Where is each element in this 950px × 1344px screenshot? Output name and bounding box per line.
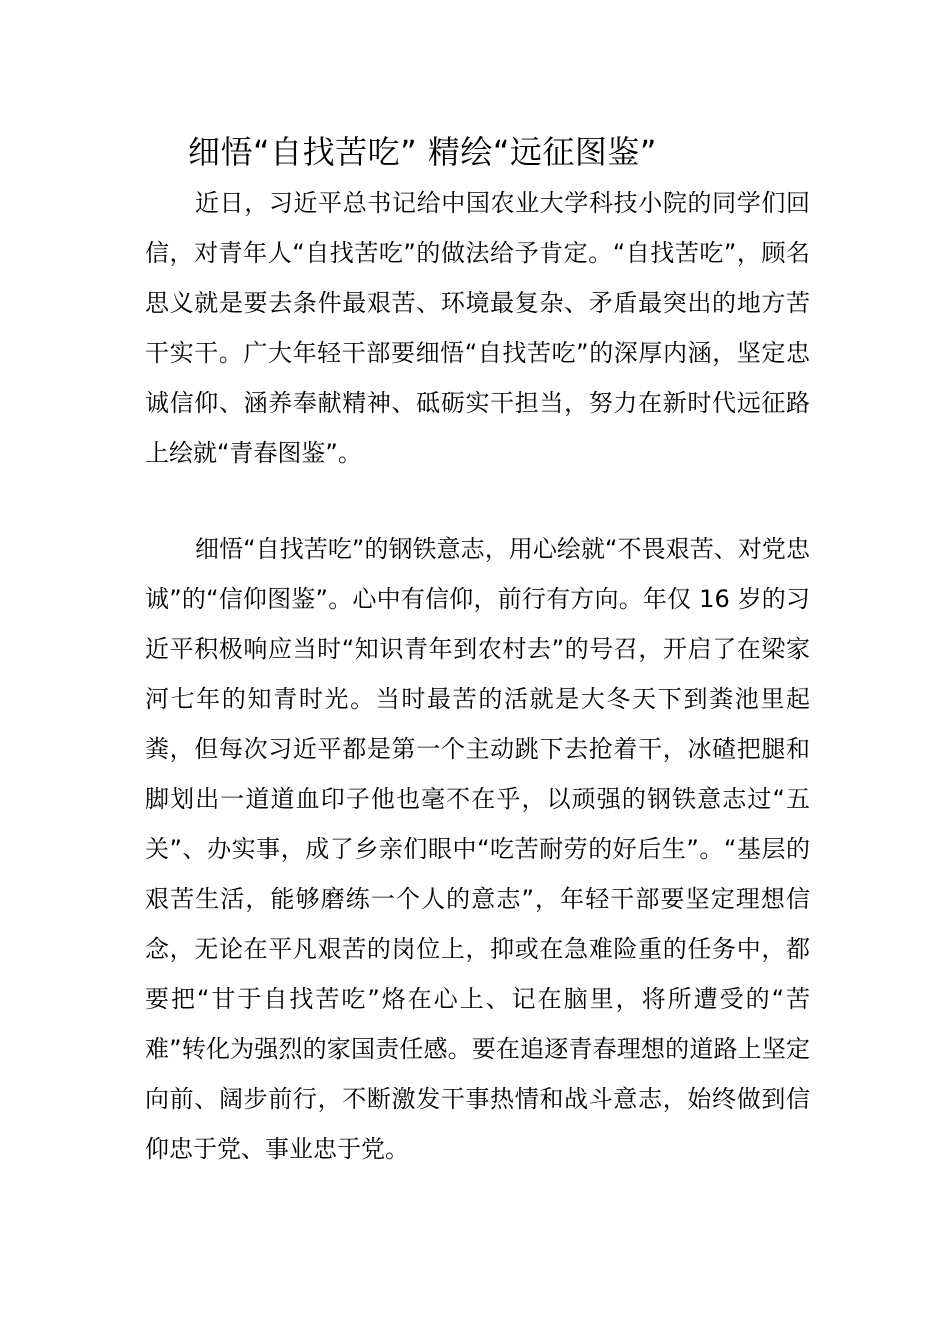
document-title: 细悟“自找苦吃” 精绘“远征图鉴” bbox=[188, 133, 657, 171]
paragraph-willpower: 细悟“自找苦吃”的钢铁意志，用心绘就“不畏艰苦、对党忠诚”的“信仰图鉴”。心中有信仰，前行有方向。年仅 16 岁的习近平积极响应当时“知识青年到农村去”的号召，开启了在梁家河七年的知青时光。当时最苦的活就是大冬天下到粪池里起粪，但每次习近平都是第一个主动跳下去抢着干，冰碴把腿和脚划出一道道血印子他也毫不在乎，以顽强的钢铁意志过“五关”、办实事，成了乡亲们眼中“吃苦耐劳的好后生”。“基层的艰苦生活，能够磨练一个人的意志”，年轻干部要坚定理想信念，无论在平凡艰苦的岗位上，抑或在急难险重的任务中，都要把“甘于自找苦吃”烙在心上、记在脑里，将所遭受的“苦难”转化为强烈的家国责任感。要在追逐青春理想的道路上坚定向前、阔步前行，不断激发干事热情和战斗意志，始终做到信仰忠于党、事业忠于党。 bbox=[145, 535, 810, 1163]
paragraph-intro: 近日，习近平总书记给中国农业大学科技小院的同学们回信，对青年人“自找苦吃”的做法给予肯定。“自找苦吃”，顾名思义就是要去条件最艰苦、环境最复杂、矛盾最突出的地方苦干实干。广大年轻干部要细悟“自找苦吃”的深厚内涵，坚定忠诚信仰、涵养奉献精神、砥砺实干担当，努力在新时代远征路上绘就“青春图鉴”。 bbox=[145, 189, 810, 467]
